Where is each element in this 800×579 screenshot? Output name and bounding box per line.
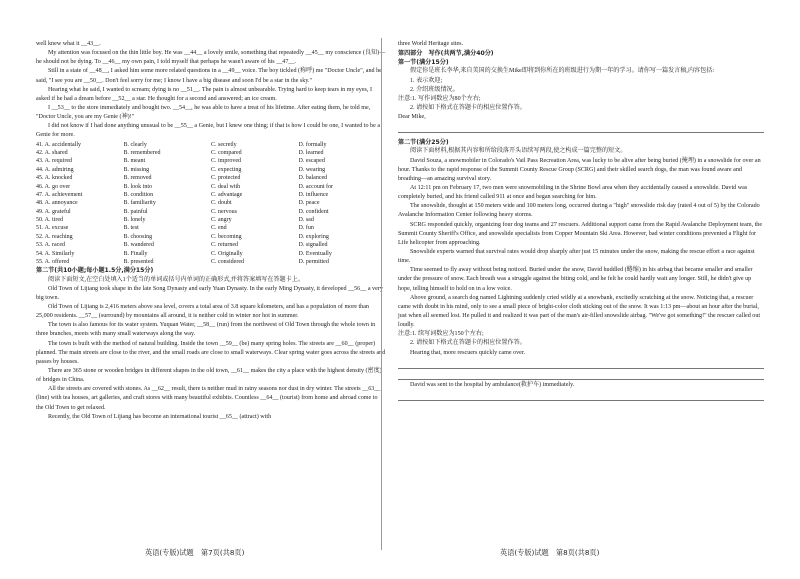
option-cell: B. look into (123, 183, 153, 190)
story-para: David Souza, a snowmobiler in Colorado's Vail Pass Recreation Area, was lucky to be alive after being buried (掩埋) in a snowslide for over an hour. Thanks to the rapid response of the Summit County Rescue Group (SCRG) and their skilled search dogs, the man was found aware and breathing—an amazing survival story. (398, 157, 761, 182)
writing-note: 2. 请按如下格式在答题卡的相应位置作答。 (410, 340, 526, 347)
option-cell: D. exploring (298, 233, 329, 240)
part4-title: 第四部分 写作(共两节,满分40分) (398, 50, 494, 58)
option-cell: D. Eventually (298, 250, 332, 257)
option-cell: 47. A. achievement (36, 191, 83, 198)
option-cell: C. angry (211, 217, 232, 224)
option-row (36, 258, 386, 266)
option-cell: B. familiarity (123, 200, 156, 207)
option-cell: 41. A. accidentally (36, 141, 81, 148)
option-cell: B. missing (123, 166, 150, 173)
writing-note: 注意:1. 续写词数应为150个左右; (398, 331, 484, 338)
passage1-para: well knew what it __43__. (36, 41, 101, 47)
option-cell: C. doubt (211, 200, 232, 207)
option-row (36, 149, 386, 157)
option-cell: B. remembered (123, 149, 161, 156)
passage2-para: Old Town of Lijiang is 2,416 meters above sea level, covers a total area of 3.8 square kilometers, and has a population of more than 25,000 residents. __57__ (surround) by mountains all around, it is neither cold in winter nor hot in summer. (36, 303, 369, 320)
option-cell: C. advantage (211, 191, 243, 198)
option-row (36, 174, 386, 182)
writing-section1-prompt: 假定你是班长李华,来自美国的交换生Mike即将到你所在的班级进行为期一年的学习。请你写一篇发言稿,内容包括: (410, 68, 715, 75)
option-cell: 43. A. required (36, 158, 72, 165)
option-cell: B. choosing (123, 233, 153, 240)
story-para: Snowslide experts warned that survival rates would drop sharply after just 15 minutes under the snow, making the rescue effort a race against time. (398, 248, 755, 265)
passage2-para: Old Town of Lijiang took shape in the late Song Dynasty and early Yuan Dynasty. In the early Ming Dynasty, it developed __56__ a very big town. (36, 285, 383, 301)
story-para: At 12:11 pm on February 17, two men were snowmobiling in the Shrine Bowl area when they accidentally caused a snowslide. David was completely buried, and his friend called 911 at once and began searching for him. (398, 184, 748, 201)
option-cell: 42. A. shared (36, 149, 68, 156)
option-cell: 50. A. tired (36, 217, 63, 224)
option-cell: C. returned (211, 242, 238, 249)
option-cell: C. end (211, 225, 227, 232)
writing-section2-title: 第二节(满分25分) (398, 139, 449, 147)
option-cell: B. wandered (123, 242, 154, 249)
option-cell: 48. A. annoyance (36, 200, 78, 207)
section2-title: 第二节(共10小题;每小题1.5分,满分15分) (36, 267, 154, 275)
option-cell: D. wearing (298, 166, 326, 173)
writing-point: 1. 表示欢迎; (410, 77, 443, 84)
passage2-para: Recently, the Old Town of Lijiang has become an international tourist __65__ (attract) with (48, 413, 272, 420)
option-row (36, 141, 386, 149)
option-cell: C. deal with (211, 183, 241, 190)
passage2-para: The town is also famous for its water system. Yuquan Water, __58__ (run) from the northwest of Old Town through the whole town in three branches, meets with many small waterways along the way. (36, 322, 376, 338)
passage2-para: The town is built with the method of natural building. Inside the town __59__ (be) many spring holes. The streets are __60__ (proper) planned. The main streets are close to the river, and the small roads are close to small waterways. Clear spring water goes across the streets and passes by houses. (36, 340, 386, 365)
option-cell: B. clearly (123, 141, 147, 148)
option-cell: C. considered (211, 259, 244, 266)
option-cell: 46. A. go over (36, 183, 71, 190)
story-para: Time seemed to fly away without being noticed. Buried under the snow, David huddled (蜷缩) in his airbag that became smaller and smaller under the pressure of snow. Each breath was a struggle against the biting cold, and he felt he could hardly wait any longer. Still, he didn't give up hope, telling himself to hold on in a low voice. (398, 267, 753, 292)
continuation-opener: Hearing that, more rescuers quickly came over. (410, 349, 526, 356)
story-para: Above ground, a search dog named Lightning suddenly cried wildly at a snowbank, excitedly scratching at the snow. Noticing that, a rescuer came with doubt in his mind, only to see a small piece of bright-color cloth sticking out of the snow. It was 1:13 pm—about an hour after the burial, just when all seemed lost. He pulled it and realized it was part of the man's air-filled snowslide airbag. "We've got something!" the rescuer called out loudly. (398, 294, 761, 329)
option-cell: 54. A. Similarly (36, 250, 75, 257)
option-cell: D. balanced (298, 175, 328, 182)
story-para: SCRG responded quickly, organizing four dog teams and 27 rescuers. Additional support came from the Rapid Avalanche Deployment team, the Summit County Sheriff's Office, and snowslide specialists from Copper Mountain Ski Area. However, bad winter conditions prevented a Flight for Life helicopter from approaching. (398, 221, 763, 246)
option-cell: C. compared (211, 149, 242, 156)
option-cell: C. protected (211, 175, 241, 182)
option-cell: D. sad (298, 217, 314, 224)
option-row (36, 199, 386, 207)
letter-salutation: Dear Mike, (398, 114, 426, 121)
option-cell: D. formally (298, 141, 327, 148)
passage1-para: My attention was focused on the thin little boy. He was __44__ a lovely smile, something that repeatedly __45__ my conscience (良知)—he should not be dying. To __46__ my own pain, I told myself that perhaps he wasn't aware of his __47__. (36, 50, 386, 66)
page-footer-right: 英语(专版)试题 第8页(共8页) (500, 548, 600, 557)
option-row (36, 224, 386, 232)
right-column (398, 40, 764, 402)
option-cell: B. removed (123, 175, 152, 182)
option-cell: 44. A. admiring (36, 166, 74, 173)
option-row (36, 233, 386, 241)
option-cell: C. expecting (211, 166, 242, 173)
story-para: The snowslide, thought at 150 meters wide and 100 meters long, occurred during a "high" snowslide risk day (rated 4 out of 5) by the Colorado Avalanche Information Center following heavy storms. (398, 203, 760, 219)
option-cell: D. fun (298, 225, 314, 232)
section2-instructions: 阅读下面短文,在空白处填入1个适当的单词或括号内单词的正确形式,并将答案填写在答题卡上。 (48, 276, 304, 283)
option-cell: C. Originally (211, 250, 243, 257)
option-row (36, 250, 386, 258)
option-cell: 49. A. grateful (36, 208, 71, 215)
passage1-para: Still in a state of __48__, I asked him some more related questions in a __49__ voice. The boy tickled (称呼) me "Doctor Uncle", and he said, "I see you are __50__. Don't feel sorry for me; I know I have a big disease and soon I'd be a star in the sky." (36, 68, 382, 84)
option-cell: B. painful (123, 208, 148, 215)
option-cell: C. secretly (211, 141, 237, 148)
answer-line (398, 359, 764, 369)
option-cell: B. Finally (123, 250, 148, 257)
option-row (36, 183, 386, 191)
option-cell: B. lonely (123, 217, 146, 224)
option-cell: 51. A. excuse (36, 225, 69, 232)
option-cell: 45. A. knocked (36, 175, 73, 182)
option-row (36, 157, 386, 165)
option-cell: C. nervous (211, 208, 237, 215)
option-cell: D. learned (298, 149, 324, 156)
passage1-para: Hearing what he said, I wanted to scream; dying is no __51__. The pain is almost unbearable. Trying hard to keep tears in my eyes, I asked if he had a dream before __52__ a star. He thought for a second and answered; an ice cream. (36, 86, 372, 102)
option-cell: D. account for (298, 183, 333, 190)
column-divider (381, 38, 382, 550)
option-cell: D. permitted (298, 259, 329, 266)
option-cell: D. confident (298, 208, 329, 215)
option-row (36, 166, 386, 174)
writing-point: 2. 介绍班级情况。 (410, 86, 459, 93)
option-row (36, 191, 386, 199)
passage2-para: All the streets are covered with stones. As __62__ result, there is neither mud in rainy seasons nor dust in dry winter. The streets __63__ (line) with tea houses, art galleries, and craft stores with many beautiful exhibits. Countless __64__ (tourist) from home and abroad come to the Old Town to get relaxed. (36, 386, 381, 411)
passage2-para: There are 365 stone or wooden bridges in different shapes in the old town, __61__ makes the city a place with the highest density (密度) of bridges in China. (36, 367, 382, 384)
writing-note: 注意:1. 写作词数应为80个左右; (398, 95, 481, 102)
option-cell: D. influence (298, 191, 329, 198)
option-cell: B. meant (123, 158, 146, 165)
continued-line: three World Heritage sites. (398, 41, 464, 47)
option-cell: D. signalled (298, 242, 328, 249)
option-cell: B. presented (123, 259, 154, 266)
option-row (36, 241, 386, 249)
option-cell: B. test (123, 225, 139, 232)
passage1-para: I did not know if I had done anything unusual to be __55__ a Genie, but I knew one thing; if that is how I could be one, I wanted to be a Genie for more. (36, 123, 381, 139)
left-column (36, 40, 386, 422)
option-cell: D. peace (298, 200, 320, 207)
option-cell: 55. A. offered (36, 259, 70, 266)
continuation-opener: David was sent to the hospital by ambulance(救护车) immediately. (410, 381, 575, 388)
answer-line (398, 370, 764, 380)
option-cell: C. improved (211, 158, 241, 165)
option-cell: C. becoming (211, 233, 242, 240)
page-footer-left: 英语(专版)试题 第7页(共8页) (145, 548, 245, 557)
answer-line (398, 123, 764, 133)
option-cell: 52. A. reaching (36, 233, 73, 240)
option-cell: D. escaped (298, 158, 325, 165)
writing-section2-prompt: 阅读下面材料,根据其内容和所给段落开头语续写两段,使之构成一篇完整的短文。 (410, 148, 627, 155)
option-cell: B. condition (123, 191, 154, 198)
options-table (36, 141, 386, 267)
option-cell: 53. A. raced (36, 242, 65, 249)
answer-line (398, 391, 764, 401)
option-row (36, 216, 386, 224)
writing-note: 2. 请按如下格式在答题卡的相应位置作答。 (410, 104, 526, 111)
writing-section1-title: 第一节(满分15分) (398, 59, 449, 67)
passage1-para: I __53__ to the store immediately and bought two. __54__, he was able to have a treat of his lifetime. After eating them, he told me, "Doctor Uncle, you are my Genie (神)!" (36, 104, 371, 121)
option-row (36, 208, 386, 216)
